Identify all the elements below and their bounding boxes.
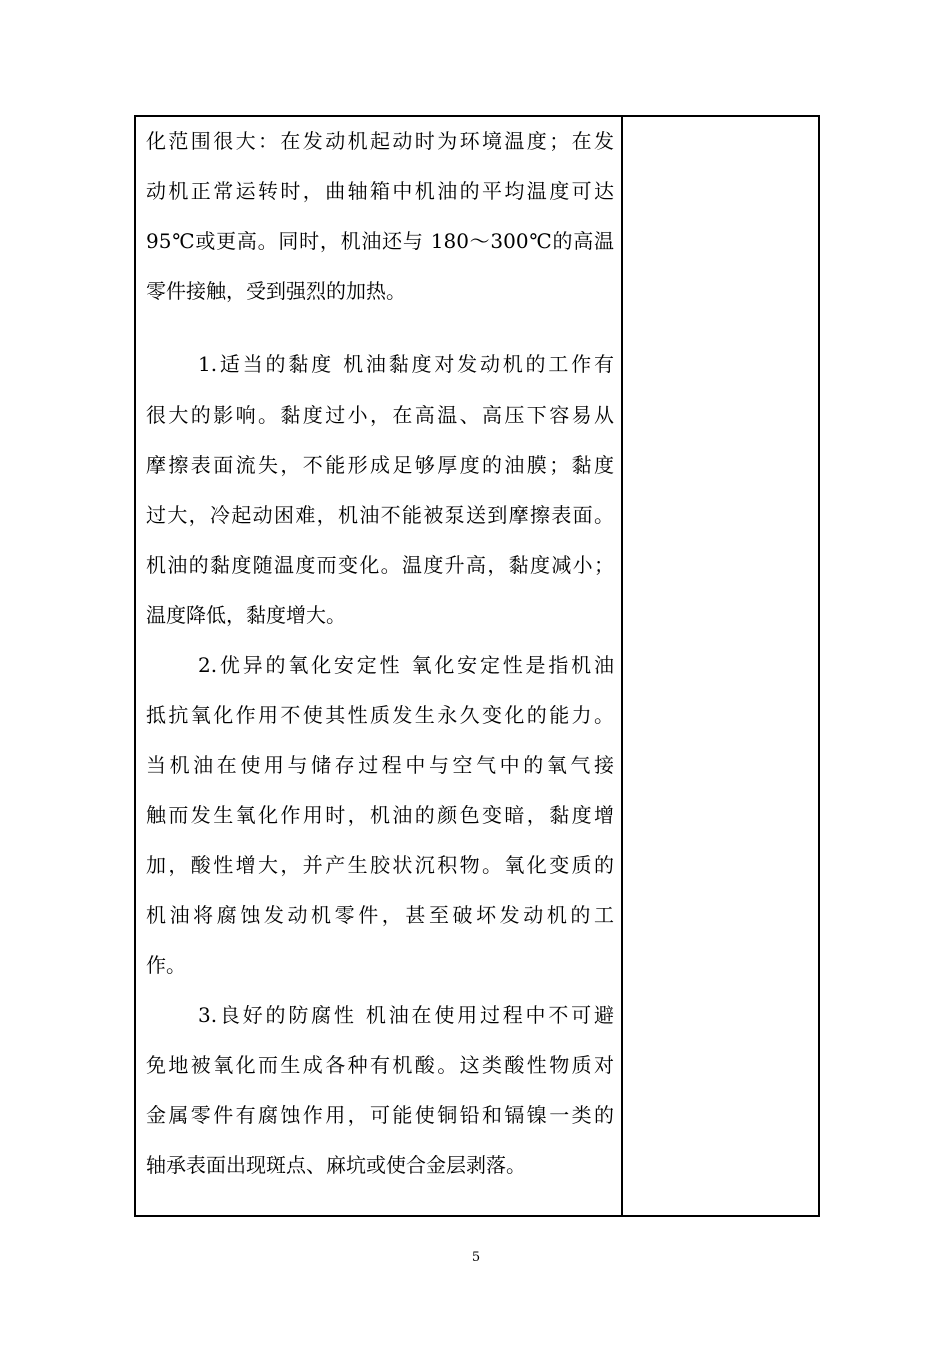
text-line: 抵抗氧化作用不使其性质发生永久变化的能力。: [146, 703, 614, 727]
text-line: 很大的影响。黏度过小，在高温、高压下容易从: [146, 403, 614, 427]
text-line: 机油将腐蚀发动机零件，甚至破坏发动机的工: [146, 903, 614, 927]
text-line: 触而发生氧化作用时，机油的颜色变暗，黏度增: [146, 803, 614, 827]
text-line: 过大，冷起动困难，机油不能被泵送到摩擦表面。: [146, 503, 614, 527]
text-line: 零件接触，受到强烈的加热。: [146, 279, 406, 303]
content-table: [134, 115, 820, 1217]
text-line: 1.适当的黏度 机油黏度对发动机的工作有: [198, 352, 614, 376]
text-line: 温度降低，黏度增大。: [146, 603, 346, 627]
text-line: 免地被氧化而生成各种有机酸。这类酸性物质对: [146, 1053, 614, 1077]
text-line: 当机油在使用与储存过程中与空气中的氧气接: [146, 753, 614, 777]
text-line: 95℃或更高。同时，机油还与 180～300℃的高温: [146, 229, 614, 253]
text-line: 轴承表面出现斑点、麻坑或使合金层剥落。: [146, 1153, 526, 1177]
text-line: 摩擦表面流失，不能形成足够厚度的油膜；黏度: [146, 453, 614, 477]
text-line: 作。: [146, 953, 186, 977]
notes-column: [623, 117, 818, 1215]
page-number: 5: [471, 1250, 481, 1265]
text-line: 2.优异的氧化安定性 氧化安定性是指机油: [198, 653, 614, 677]
text-column: [136, 117, 623, 1215]
text-line: 加，酸性增大，并产生胶状沉积物。氧化变质的: [146, 853, 614, 877]
text-line: 金属零件有腐蚀作用，可能使铜铅和镉镍一类的: [146, 1103, 614, 1127]
text-line: 机油的黏度随温度而变化。温度升高，黏度减小；: [146, 553, 614, 577]
text-line: 3.良好的防腐性 机油在使用过程中不可避: [198, 1003, 614, 1027]
text-line: 动机正常运转时，曲轴箱中机油的平均温度可达: [146, 179, 614, 203]
text-line: 化范围很大：在发动机起动时为环境温度；在发: [146, 129, 614, 153]
